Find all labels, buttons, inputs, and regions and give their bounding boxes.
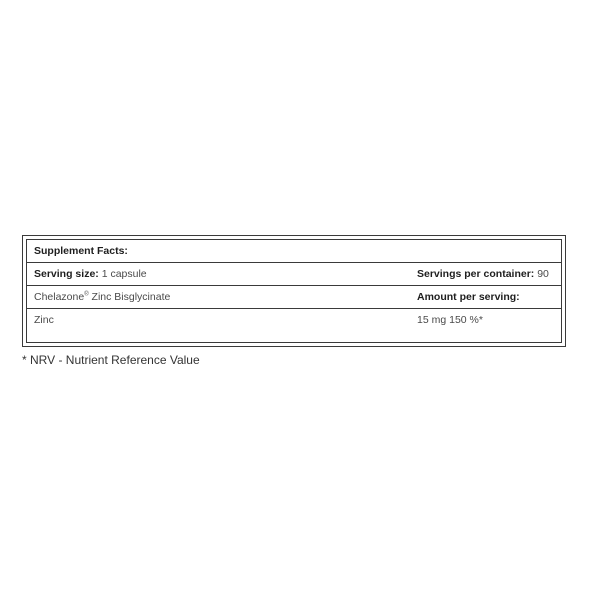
ingredient-cell	[27, 286, 410, 309]
amount-per-serving-label: Amount per serving:	[410, 286, 561, 309]
nrv-footnote: * NRV - Nutrient Reference Value	[22, 353, 200, 367]
servings-per-container-cell	[410, 263, 561, 286]
serving-size-label: Serving size:	[34, 268, 99, 280]
supplement-facts-panel	[22, 235, 566, 347]
table-row-serving	[27, 263, 561, 286]
supplement-facts-table	[27, 240, 561, 331]
facts-title: Supplement Facts:	[27, 240, 561, 263]
table-row-title	[27, 240, 561, 263]
servings-per-container-label: Servings per container:	[417, 268, 535, 280]
registered-mark: ®	[84, 291, 89, 298]
supplement-facts-inner-border	[26, 239, 562, 343]
serving-size-cell	[27, 263, 410, 286]
table-row-ingredient	[27, 286, 561, 309]
nutrient-amount: 15 mg 150 %*	[417, 314, 483, 326]
table-row-nutrient	[27, 309, 561, 332]
nutrient-name: Zinc	[34, 314, 54, 326]
ingredient-brand: Chelazone	[34, 291, 85, 303]
serving-size-value: 1 capsule	[98, 268, 147, 280]
ingredient-name: Zinc Bisglycinate	[88, 291, 171, 303]
servings-per-container-value: 90	[534, 268, 549, 280]
